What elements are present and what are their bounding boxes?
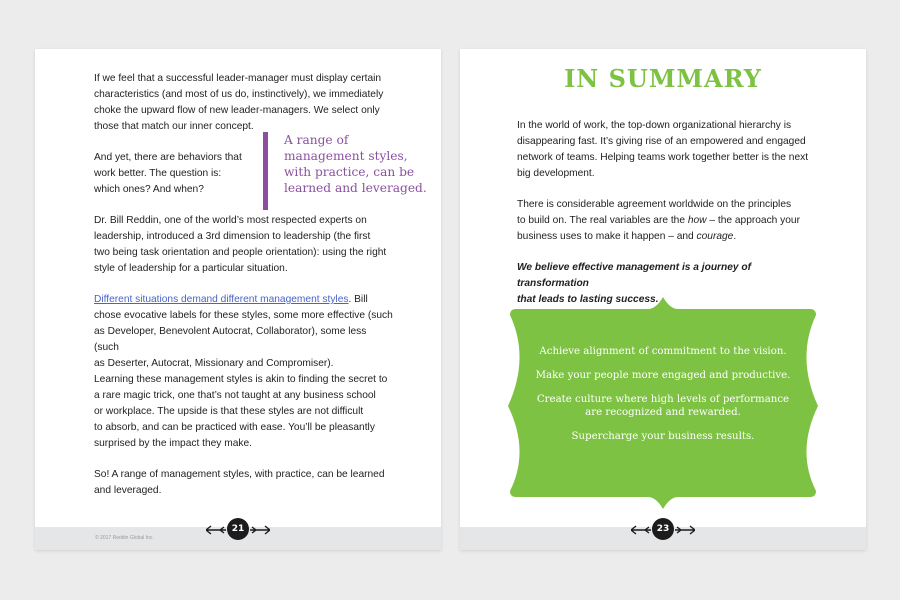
paragraph-3: Dr. Bill Reddin, one of the world’s most respected experts on leadership, introduced a 3rd dimension to leadership (the first two being task orientation and people orientation): using the right style of leadership for a particular situation. <box>94 215 387 274</box>
arrow-right-icon <box>675 525 695 535</box>
page-number: 23 <box>652 518 674 540</box>
footer-band <box>35 524 441 550</box>
paragraph-4: Different situations demand different management styles. Bill chose evocative labels for these styles, some more effective (such as Developer, Benevolent Autocrat, Collaborator), some less (such as Deserter, Autocrat, Missionary and Compromiser). <box>94 294 393 369</box>
arrow-left-icon <box>631 525 651 535</box>
benefit-item: Make your people more engaged and productive. <box>535 370 791 381</box>
benefit-item: Achieve alignment of commitment to the vision. <box>539 346 787 357</box>
arrow-left-icon <box>206 525 226 535</box>
paragraph-2: And yet, there are behaviors that work better. The question is: which ones? And when? <box>94 152 242 195</box>
summary-paragraph-1: In the world of work, the top-down organizational hierarchy is disappearing fast. It’s giving rise of an empowered and engaged network of teams. Helping teams work together better is the next big development. <box>517 120 809 179</box>
paragraph-5: Learning these management styles is akin to finding the secret to a rare magic trick, one that’s not taught at any business school or workplace. The upside is that these styles are not difficult to absorb, and can be practiced with ease. You’ll be pleasantly surprised by the impact they make. <box>94 374 388 449</box>
page-title: IN SUMMARY <box>564 64 762 93</box>
benefits-list <box>496 345 830 454</box>
paragraph-6: So! A range of management styles, with practice, can be learned and leveraged. <box>94 469 385 496</box>
summary-paragraph-3: We believe effective management is a journey of transformation that leads to lasting success. <box>517 262 752 305</box>
left-page <box>35 49 441 550</box>
summary-paragraph-2: There is considerable agreement worldwide on the principles to build on. The real variables are the how – the approach your business uses to make it happen – and courage. <box>517 199 800 242</box>
pull-quote: A range of management styles, with practice, can be learned and leveraged. <box>263 132 434 210</box>
page-number: 21 <box>227 518 249 540</box>
copyright: © 2017 Reddin Global Inc. <box>95 535 154 541</box>
right-page <box>460 49 866 550</box>
benefit-item: Create culture where high levels of performance are recognized and rewarded. <box>536 394 790 418</box>
management-styles-link[interactable]: Different situations demand different management styles <box>94 294 349 305</box>
benefit-item: Supercharge your business results. <box>571 431 755 442</box>
paragraph-1: If we feel that a successful leader-manager must display certain characteristics (and most of us do, instinctively), we immediately choke the upward flow of new leader-managers. We select only those that match our inner concept. <box>94 73 384 132</box>
footer-band <box>460 524 866 550</box>
arrow-right-icon <box>250 525 270 535</box>
